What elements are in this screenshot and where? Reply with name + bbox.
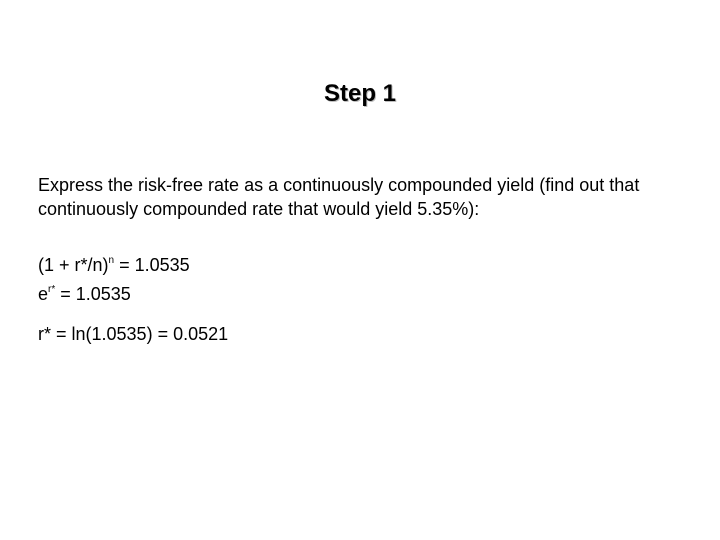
equation-text: (1 + r*/n) — [38, 255, 109, 275]
equation-continuous-compounding — [38, 282, 688, 306]
slide-title: Step 1 — [323, 80, 397, 107]
equation-solution — [38, 322, 688, 346]
intro-paragraph: Express the risk-free rate as a continuously compounded yield (find out that continuously compounded rate that would yield 5.35%): — [38, 175, 640, 219]
equation-text: = 1.0535 — [55, 284, 131, 304]
equation-text: = 1.0535 — [114, 255, 190, 275]
equation-discrete-compounding — [38, 253, 688, 277]
equation-text: r* = ln(1.0535) = 0.0521 — [38, 324, 229, 344]
exponent: r* — [48, 284, 56, 295]
exponent: n — [108, 255, 115, 266]
equation-text: e — [38, 284, 49, 304]
